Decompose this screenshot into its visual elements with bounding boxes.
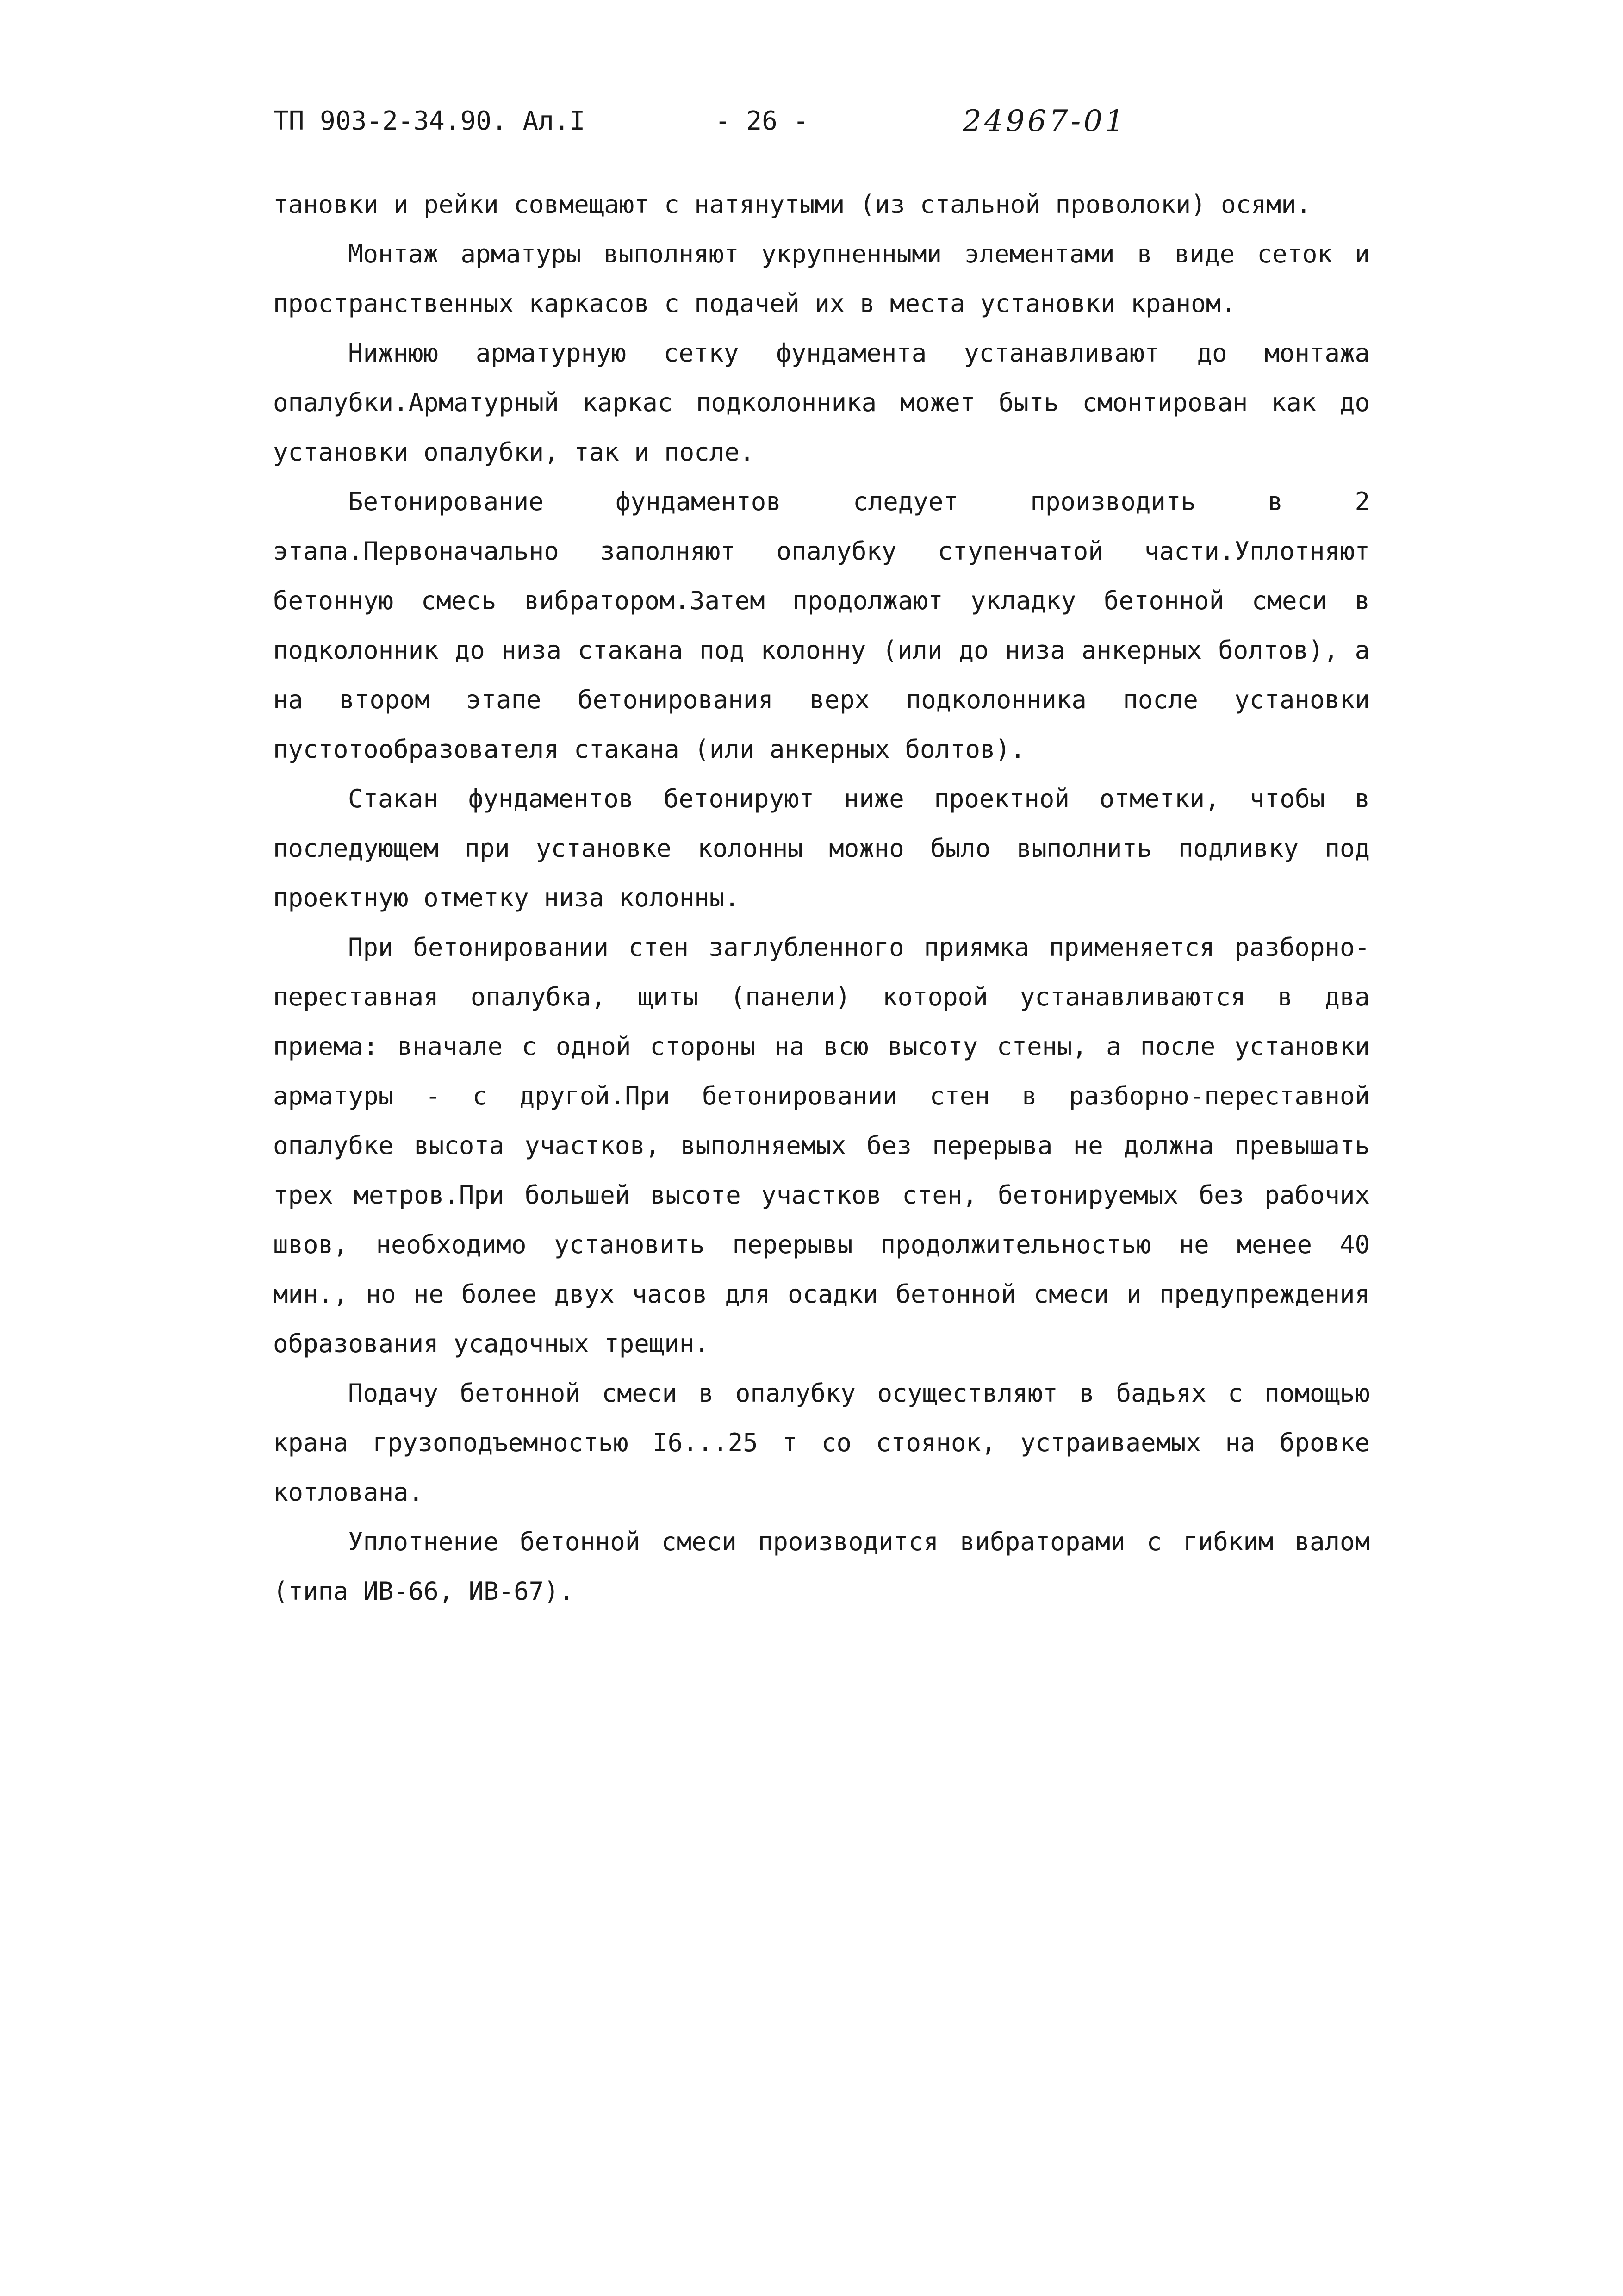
paragraph-concrete-supply: Подачу бетонной смеси в опалубку осуществляют в бадьях с помощью крана грузоподъемностью I6...25 т со стоянок, устраиваемых на бровке котлована. (273, 1379, 1370, 1507)
paragraph-compaction: Уплотнение бетонной смеси производится вибраторами с гибким валом (типа ИВ-66, ИВ-67). (273, 1527, 1370, 1606)
paragraph-bottom-mesh: Нижнюю арматурную сетку фундамента устанавливают до монтажа опалубки.Арматурный каркас подколонника может быть смонтирован как до установки опалубки, так и после. (273, 338, 1370, 467)
paragraph-reinforcement: Монтаж арматуры выполняют укрупненными элементами в виде сеток и пространственных каркасов с подачей их в места установки краном. (273, 239, 1370, 318)
paragraph-continuation: тановки и рейки совмещают с натянутыми (из стальной проволоки) осями. (273, 190, 1312, 219)
paragraph-pit-walls: При бетонировании стен заглубленного приямка применяется разборно-переставная опалубка, щиты (панели) которой устанавливаются в два приема: вначале с одной стороны на всю высоту стены, а после установки арматуры - с другой.При бетонировании стен в разборно-переставной опалубке высота участков, выполняемых без перерыва не должна превышать трех метров.При большей высоте участков стен, бетонируемых без рабочих швов, необходимо установить перерывы продолжительностью не менее 40 мин., но не более двух часов для осадки бетонной смеси и предупреждения образования усадочных трещин. (273, 933, 1370, 1358)
paragraph-socket: Стакан фундаментов бетонируют ниже проектной отметки, чтобы в последующем при установке колонны можно было выполнить подливку под проектную отметку низа колонны. (273, 784, 1370, 912)
inventory-number: 24967-01 (963, 104, 1127, 138)
document-code: ТП 903-2-34.90. Ал.I (273, 106, 585, 136)
body-text (273, 180, 1370, 1616)
paragraph-concreting-stages: Бетонирование фундаментов следует производить в 2 этапа.Первоначально заполняют опалубку ступенчатой части.Уплотняют бетонную смесь вибратором.Затем продолжают укладку бетонной смеси в подколонник до низа стакана под колонну (или до низа анкерных болтов), а на втором этапе бетонирования верх подколонника после установки пустотообразователя стакана (или анкерных болтов). (273, 487, 1370, 764)
page-number: - 26 - (715, 106, 809, 136)
